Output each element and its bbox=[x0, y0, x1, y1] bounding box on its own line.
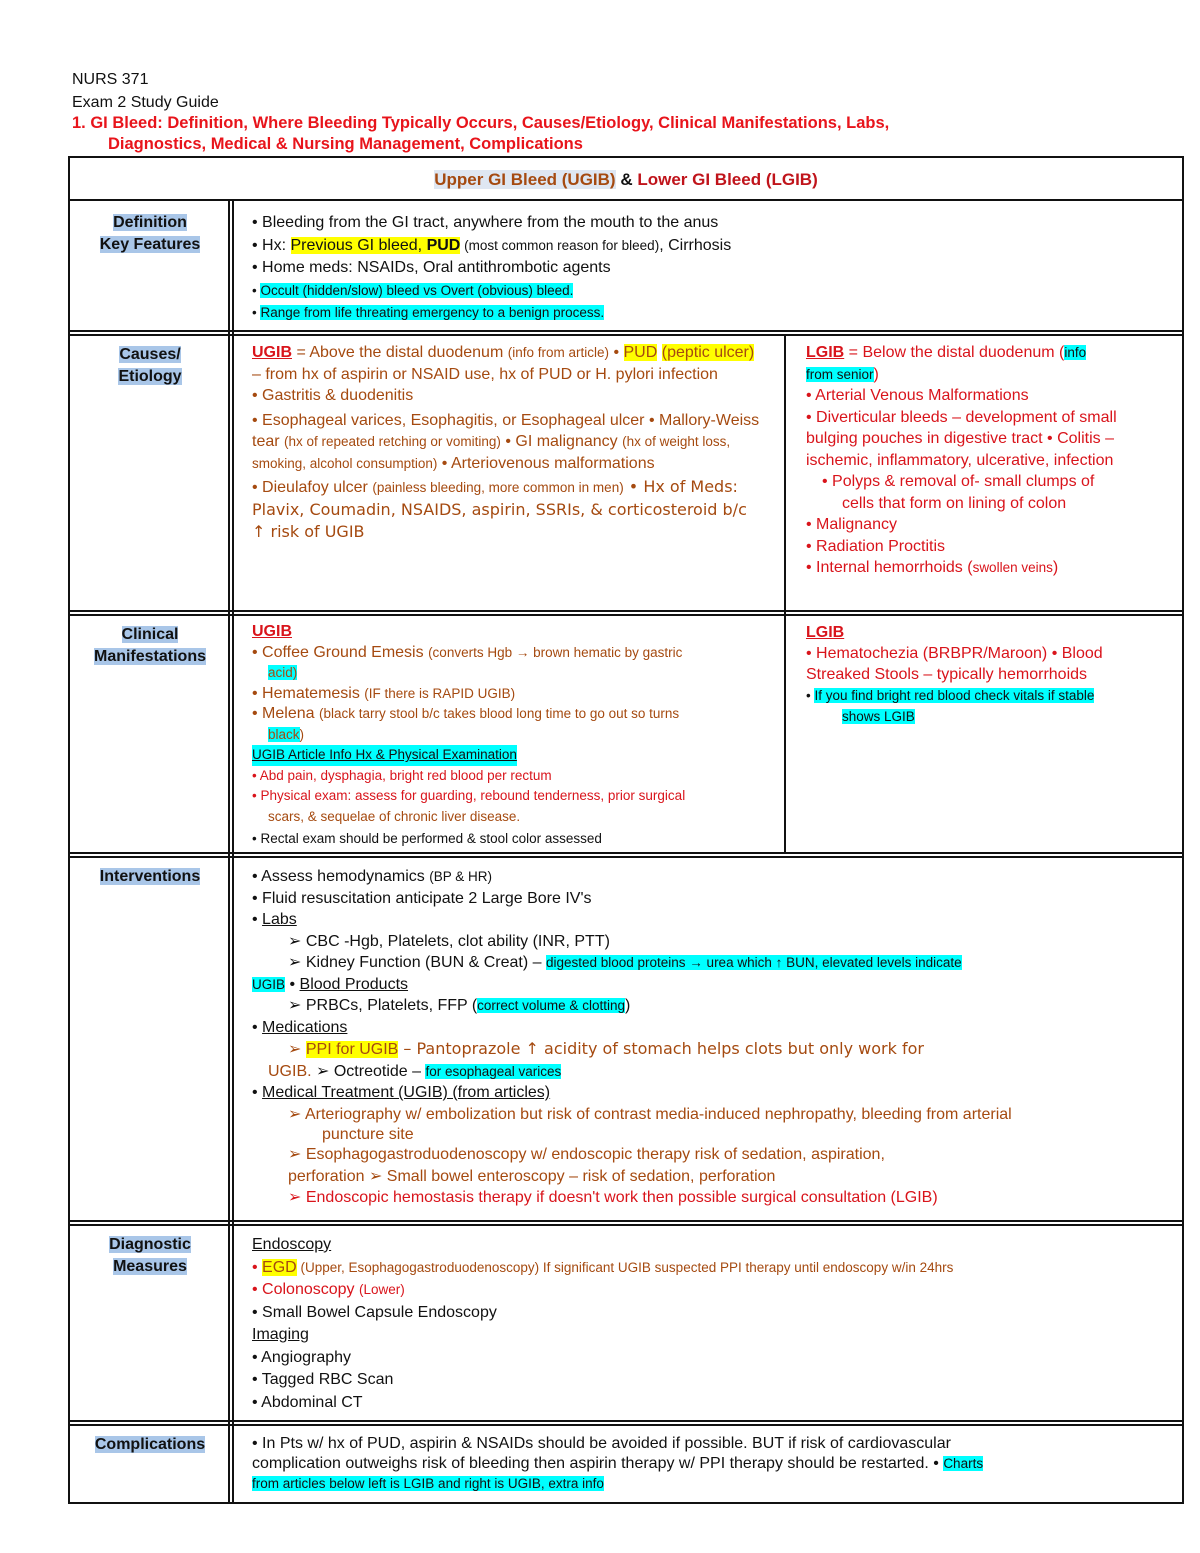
definition-content bbox=[252, 212, 1172, 325]
def-bullet-5: • Range from life threating emergency to a benign process. bbox=[252, 305, 605, 320]
section-title-line1: 1. GI Bleed: Definition, Where Bleeding Typically Occurs, Causes/Etiology, Clinical Manifestations, Labs, bbox=[72, 114, 890, 132]
row-divider bbox=[70, 1220, 1182, 1226]
header-upper: Upper GI Bleed (UGIB) bbox=[434, 170, 616, 189]
study-table bbox=[68, 156, 1184, 1504]
row-divider bbox=[70, 852, 1182, 858]
label-complications: Complications bbox=[94, 1436, 206, 1453]
row-divider bbox=[70, 1420, 1182, 1426]
col-divider bbox=[228, 199, 234, 1504]
col-divider bbox=[784, 334, 786, 854]
section-title bbox=[72, 113, 889, 155]
header-amp: & bbox=[620, 170, 633, 189]
header-lower: Lower GI Bleed (LGIB) bbox=[637, 170, 818, 189]
course-code: NURS 371 bbox=[72, 71, 149, 88]
clinical-ugib-head: UGIB bbox=[252, 623, 292, 640]
def-bullet-1: • Bleeding from the GI tract, anywhere from the mouth to the anus bbox=[252, 214, 719, 231]
row-divider bbox=[70, 199, 1182, 201]
causes-lgib-head: LGIB bbox=[806, 344, 845, 361]
def-bullet-2: • Hx: Previous GI bleed, PUD (most common reason for bleed), Cirrhosis bbox=[252, 236, 732, 254]
article-info-link: UGIB Article Info Hx & Physical Examination bbox=[252, 745, 517, 766]
label-definition: Definition Key Features bbox=[99, 214, 201, 253]
clinical-lgib-head: LGIB bbox=[806, 624, 845, 641]
interventions-content: • Assess hemodynamics (BP & HR) • Fluid resuscitation anticipate 2 Large Bore IV's • Labs ➢ CBC -Hgb, Platelets, clot ability (INR, PTT) ➢ Kidney Function (BUN & Creat) – digested blood proteins → urea which ↑ BUN, elevated levels indicate UGIB • Blood Products ➢ PRBCs, Platelets, FFP (correct volume & clotting) • Medications ➢ PPI for UGIB – Pantoprazole ↑ acidity of stomach helps clots but only work for UGIB. ➢ Octreotide – for esophageal varices • Medical Treatment (UGIB) (from articles) ➢ Arteriography w/ embolization but risk of contrast media-induced nephropathy, bleeding from arterial puncture site ➢ Esophagogastroduodenoscopy w/ endoscopic therapy risk of sedation, aspiration, perforation ➢ Small bowel enteroscopy – risk of sedation, perforation ➢ Endoscopic hemostasis therapy if doesn't work then possible surgical consultation (LGIB) bbox=[252, 868, 1012, 1206]
diagnostic-content: Endoscopy • EGD (Upper, Esophagogastroduodenoscopy) If significant UGIB suspected PPI therapy until endoscopy w/in 24hrs • Colonoscopy (Lower) • Small Bowel Capsule Endoscopy Imaging • Angiography • Tagged RBC Scan • Abdominal CT bbox=[252, 1236, 954, 1411]
guide-title: Exam 2 Study Guide bbox=[72, 94, 219, 111]
section-title-line2: Diagnostics, Medical & Nursing Management, Complications bbox=[108, 135, 583, 153]
label-diagnostic: Diagnostic Measures bbox=[109, 1236, 191, 1275]
def-bullet-4: • Occult (hidden/slow) bleed vs Overt (obvious) bleed. bbox=[252, 282, 574, 298]
causes-lgib: LGIB = Below the distal duodenum (info from senior) • Arterial Venous Malformations • Diverticular bleeds – development of small bulging pouches in digestive tract • Colitis – ischemic, inflammatory, ulcerative, infection • Polyps & removal of- small clumps of cells that form on lining of colon • Malignancy • Radiation Proctitis • Internal hemorrhoids (swollen veins) bbox=[806, 344, 1117, 576]
label-clinical: Clinical Manifestations bbox=[93, 626, 206, 665]
clinical-ugib: UGIB • Coffee Ground Emesis (converts Hgb → brown hematic by gastric acid) • Hematemesis (IF there is RAPID UGIB) • Melena (black tarry stool b/c takes blood long time to go out so turns black) UGIB Article Info Hx & Physical Examination • Abd pain, dysphagia, bright red blood per rectum • Physical exam: assess for guarding, rebound tenderness, prior surgical scars, & sequelae of chronic liver disease. • Rectal exam should be performed & stool color assessed bbox=[252, 622, 772, 850]
clinical-lgib: LGIB • Hematochezia (BRBPR/Maroon) • Blood Streaked Stools – typically hemorrhoids • If you find bright red blood check vitals if stable shows LGIB bbox=[806, 622, 1151, 727]
row-divider bbox=[70, 610, 1182, 616]
row-divider bbox=[70, 330, 1182, 336]
causes-ugib: UGIB = Above the distal duodenum (info from article) • PUD (peptic ulcer) – from hx of aspirin or NSAID use, hx of PUD or H. pylori infection • Gastritis & duodenitis • Esophageal varices, Esophagitis, or Esophageal ulcer • Mallory-Weiss tear (hx of repeated retching or vomiting) • GI malignancy (hx of weight loss, smoking, alcohol consumption) • Arteriovenous malformations • Dieulafoy ulcer (painless bleeding, more common in men) • Hx of Meds: Plavix, Coumadin, NSAIDS, aspirin, SSRIs, & corticosteroid b/c ↑ risk of UGIB bbox=[252, 344, 760, 541]
label-interventions: Interventions bbox=[99, 868, 201, 885]
label-causes: Causes/ Etiology bbox=[118, 346, 182, 385]
complications-content: • In Pts w/ hx of PUD, aspirin & NSAIDs should be avoided if possible. BUT if risk of cardiovascular complication outweighs risk of bleeding then aspirin therapy w/ PPI therapy should be restarted. • Charts from articles below left is LGIB and right is UGIB, extra info bbox=[252, 1435, 984, 1491]
def-bullet-3: • Home meds: NSAIDs, Oral antithrombotic agents bbox=[252, 259, 611, 276]
causes-ugib-head: UGIB bbox=[252, 344, 292, 361]
table-header bbox=[70, 170, 1182, 190]
